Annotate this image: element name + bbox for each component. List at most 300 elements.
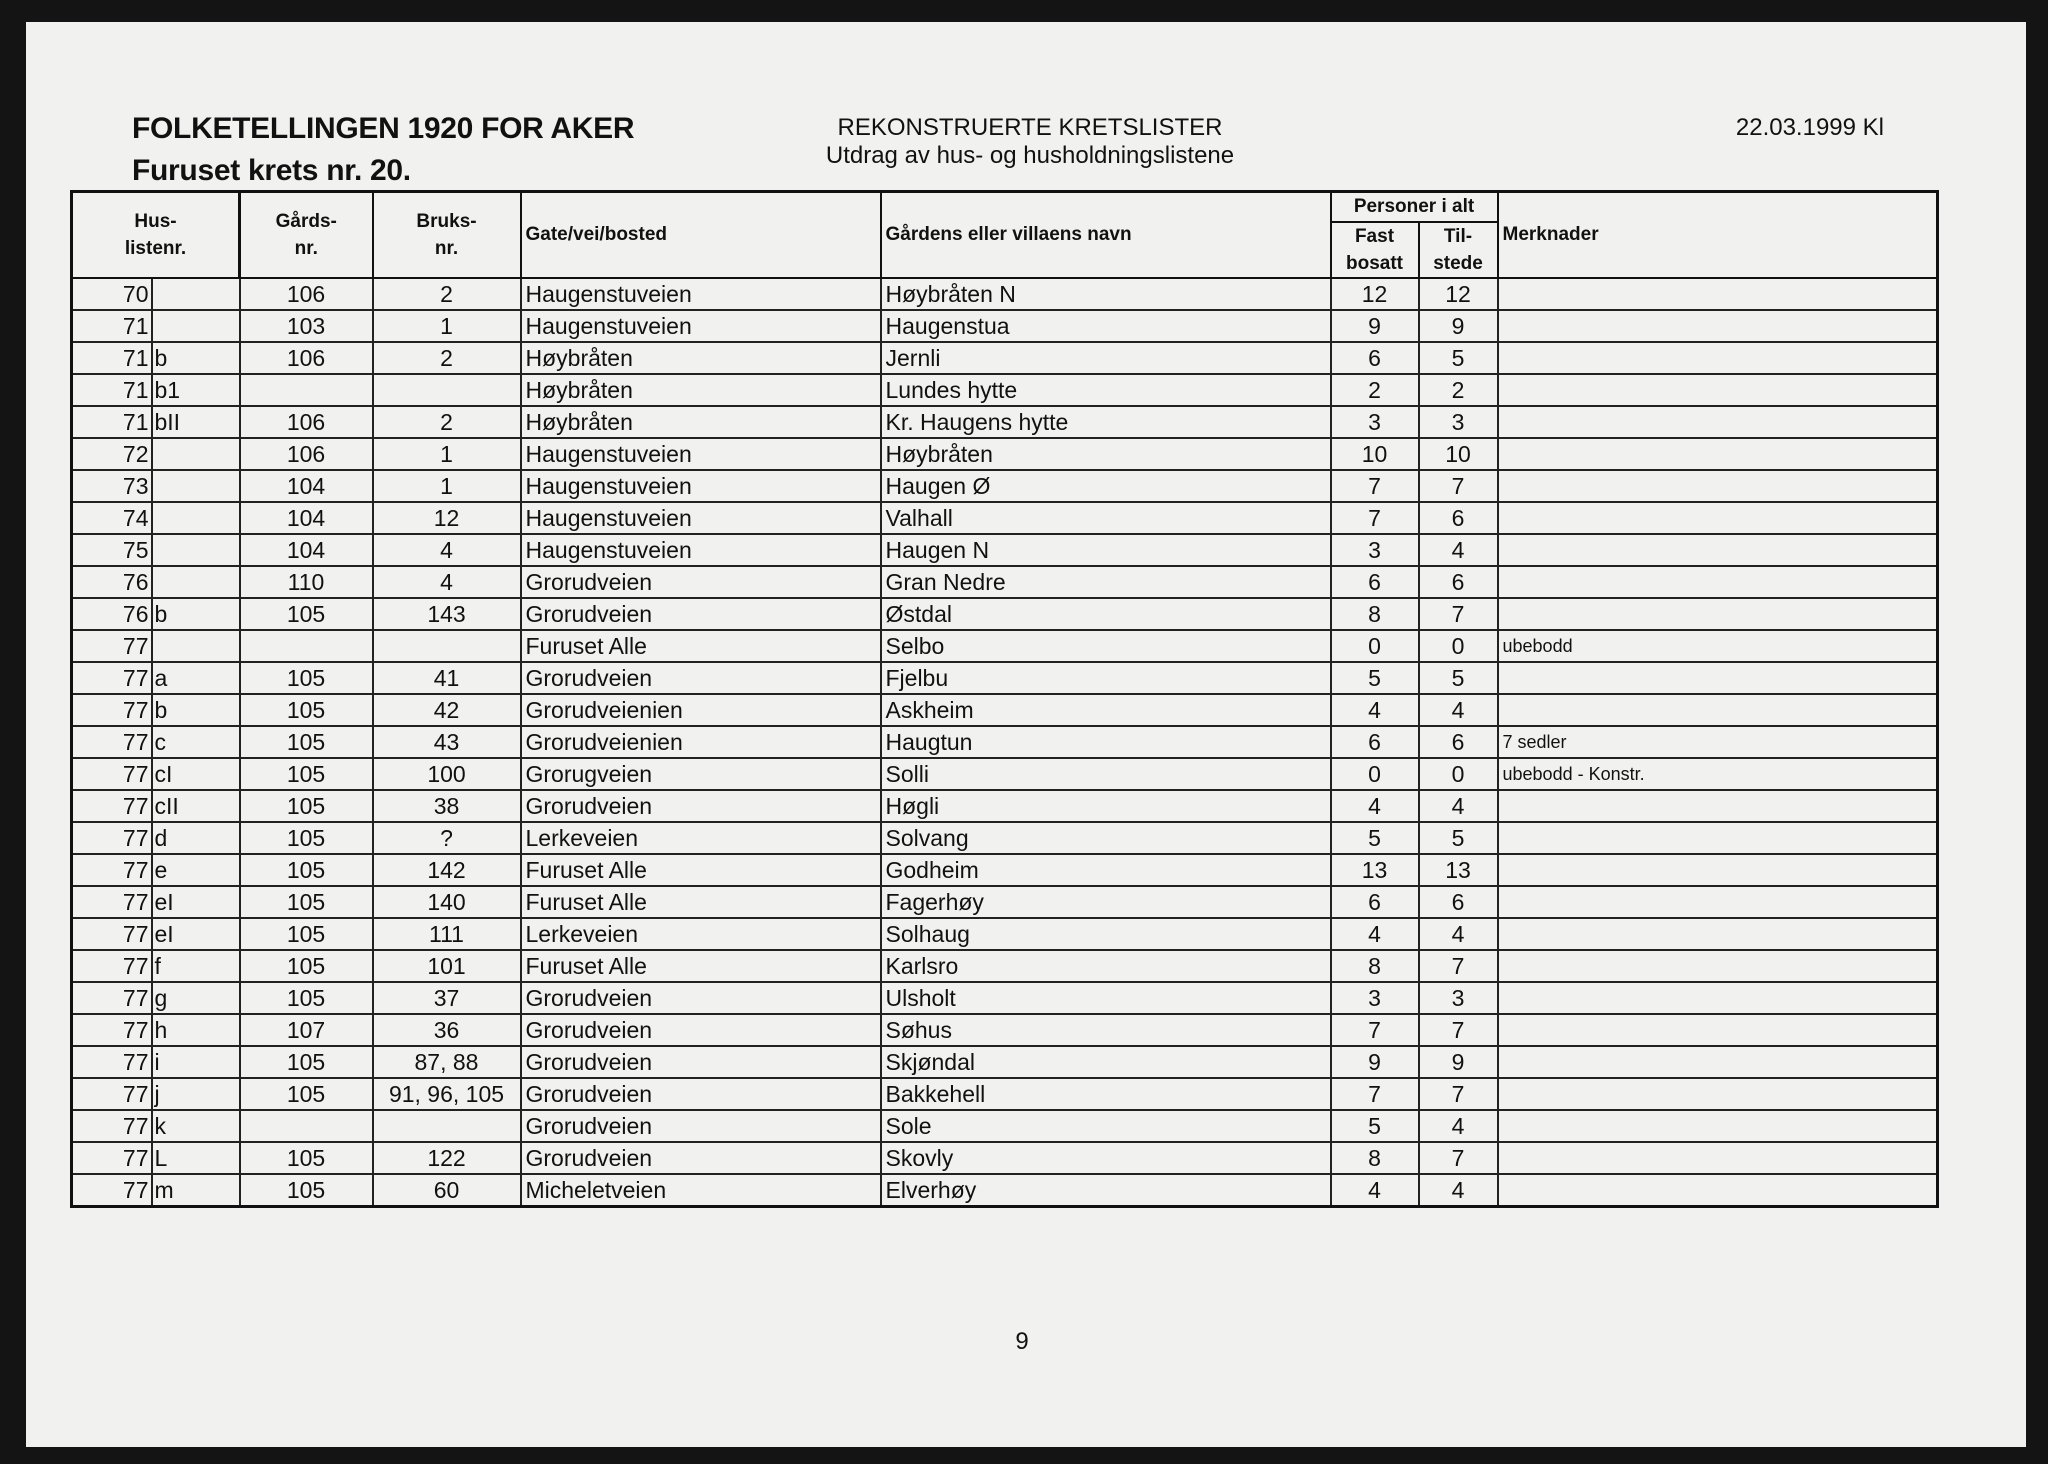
cell-fast-bosatt: 9 [1331,1046,1419,1078]
cell-gard-navn: Høgli [881,790,1331,822]
cell-gards-nr [240,1110,373,1142]
cell-tilstede: 3 [1419,982,1498,1014]
cell-merknad [1498,502,1938,534]
center-subheading [26,142,2026,170]
cell-gards-nr: 105 [240,598,373,630]
cell-bruks-nr: 100 [373,758,521,790]
cell-tilstede: 7 [1419,1142,1498,1174]
col-header-fast-line2: bosatt [1346,253,1403,274]
cell-gate: Haugenstuveien [521,438,881,470]
col-header-gards [240,192,373,279]
cell-gards-nr: 107 [240,1014,373,1046]
table-row [72,918,1938,950]
cell-hus-nr: 77 [72,1110,152,1142]
cell-fast-bosatt: 6 [1331,726,1419,758]
cell-merknad [1498,662,1938,694]
cell-bruks-nr: 1 [373,438,521,470]
col-header-gards-line1: Gårds- [275,211,337,232]
cell-fast-bosatt: 3 [1331,406,1419,438]
cell-hus-nr: 71 [72,374,152,406]
center-heading-text: REKONSTRUERTE KRETSLISTER [837,114,1223,141]
cell-merknad [1498,1014,1938,1046]
cell-tilstede: 3 [1419,406,1498,438]
center-heading [26,114,2026,142]
cell-bruks-nr: 101 [373,950,521,982]
col-header-hus-line1: Hus- [134,211,177,232]
cell-tilstede: 5 [1419,342,1498,374]
cell-bruks-nr [373,1110,521,1142]
cell-gate: Grorudveien [521,1014,881,1046]
col-header-bruks [373,192,521,279]
table-row [72,950,1938,982]
page-number-text: 9 [1015,1328,1029,1355]
col-header-hus [72,192,240,279]
cell-hus-suffix: L [152,1142,240,1174]
cell-bruks-nr: 43 [373,726,521,758]
cell-gard-navn: Sole [881,1110,1331,1142]
cell-fast-bosatt: 13 [1331,854,1419,886]
cell-gard-navn: Haugen Ø [881,470,1331,502]
cell-bruks-nr: ? [373,822,521,854]
cell-bruks-nr: 41 [373,662,521,694]
cell-bruks-nr: 42 [373,694,521,726]
cell-gard-navn: Karlsro [881,950,1331,982]
cell-hus-suffix [152,278,240,310]
cell-merknad [1498,406,1938,438]
cell-gards-nr: 105 [240,1078,373,1110]
cell-gard-navn: Fjelbu [881,662,1331,694]
table-row [72,598,1938,630]
cell-fast-bosatt: 12 [1331,278,1419,310]
table-row [72,726,1938,758]
cell-tilstede: 9 [1419,1046,1498,1078]
cell-bruks-nr: 140 [373,886,521,918]
cell-gard-navn: Høybråten N [881,278,1331,310]
cell-hus-suffix: h [152,1014,240,1046]
cell-gate: Micheletveien [521,1174,881,1207]
cell-fast-bosatt: 0 [1331,630,1419,662]
cell-bruks-nr: 122 [373,1142,521,1174]
cell-gard-navn: Skovly [881,1142,1331,1174]
cell-gard-navn: Valhall [881,502,1331,534]
table-row [72,1014,1938,1046]
cell-fast-bosatt: 4 [1331,790,1419,822]
cell-gard-navn: Solli [881,758,1331,790]
cell-hus-suffix [152,438,240,470]
cell-fast-bosatt: 6 [1331,566,1419,598]
cell-bruks-nr: 4 [373,534,521,566]
table-row [72,342,1938,374]
table-row [72,886,1938,918]
cell-hus-nr: 77 [72,1046,152,1078]
col-header-gards-line2: nr. [294,238,318,259]
cell-gards-nr: 105 [240,886,373,918]
cell-gards-nr: 105 [240,758,373,790]
page-number [26,1328,2026,1356]
cell-gard-navn: Godheim [881,854,1331,886]
cell-hus-suffix: g [152,982,240,1014]
cell-merknad [1498,854,1938,886]
cell-gards-nr: 110 [240,566,373,598]
cell-hus-suffix: cI [152,758,240,790]
cell-hus-nr: 77 [72,918,152,950]
cell-hus-suffix: c [152,726,240,758]
col-header-bruks-line1: Bruks- [416,211,477,232]
cell-gard-navn: Selbo [881,630,1331,662]
cell-merknad [1498,374,1938,406]
cell-gards-nr: 105 [240,1142,373,1174]
cell-tilstede: 4 [1419,790,1498,822]
cell-tilstede: 7 [1419,1014,1498,1046]
cell-tilstede: 6 [1419,886,1498,918]
cell-hus-nr: 77 [72,1174,152,1207]
document-page [26,22,2026,1447]
table-row [72,1078,1938,1110]
cell-hus-nr: 75 [72,534,152,566]
cell-bruks-nr: 111 [373,918,521,950]
cell-gate: Høybråten [521,374,881,406]
cell-gards-nr: 105 [240,982,373,1014]
cell-hus-suffix: b [152,342,240,374]
cell-tilstede: 6 [1419,566,1498,598]
document-title: FOLKETELLINGEN 1920 FOR AKER [132,112,635,145]
cell-merknad: ubebodd - Konstr. [1498,758,1938,790]
cell-hus-nr: 77 [72,662,152,694]
cell-gards-nr [240,374,373,406]
cell-gate: Grorudveien [521,1078,881,1110]
cell-bruks-nr: 38 [373,790,521,822]
table-row [72,1174,1938,1207]
cell-tilstede: 13 [1419,854,1498,886]
cell-hus-nr: 77 [72,822,152,854]
cell-gards-nr: 105 [240,950,373,982]
cell-hus-suffix [152,310,240,342]
cell-hus-nr: 77 [72,790,152,822]
col-header-hus-line2: listenr. [124,238,187,259]
table-row [72,694,1938,726]
cell-gard-navn: Elverhøy [881,1174,1331,1207]
cell-merknad [1498,1046,1938,1078]
cell-gate: Haugenstuveien [521,534,881,566]
cell-gate: Grorudveien [521,566,881,598]
table-row [72,822,1938,854]
cell-tilstede: 7 [1419,1078,1498,1110]
cell-gards-nr [240,630,373,662]
table-row [72,662,1938,694]
cell-hus-suffix: j [152,1078,240,1110]
cell-hus-suffix: eI [152,886,240,918]
cell-hus-suffix [152,566,240,598]
cell-bruks-nr: 1 [373,470,521,502]
cell-gards-nr: 106 [240,406,373,438]
cell-gards-nr: 105 [240,694,373,726]
cell-tilstede: 6 [1419,726,1498,758]
cell-gards-nr: 105 [240,1046,373,1078]
cell-gard-navn: Østdal [881,598,1331,630]
cell-bruks-nr: 91, 96, 105 [373,1078,521,1110]
cell-gards-nr: 106 [240,342,373,374]
cell-merknad [1498,470,1938,502]
cell-gard-navn: Ulsholt [881,982,1331,1014]
cell-fast-bosatt: 7 [1331,1014,1419,1046]
cell-merknad [1498,790,1938,822]
cell-tilstede: 9 [1419,310,1498,342]
cell-hus-nr: 77 [72,630,152,662]
cell-gard-navn: Gran Nedre [881,566,1331,598]
cell-hus-nr: 77 [72,758,152,790]
cell-gard-navn: Haugtun [881,726,1331,758]
table-row [72,502,1938,534]
table-row [72,854,1938,886]
cell-gards-nr: 103 [240,310,373,342]
table-row [72,566,1938,598]
cell-hus-nr: 71 [72,406,152,438]
cell-gard-navn: Søhus [881,1014,1331,1046]
cell-fast-bosatt: 7 [1331,502,1419,534]
cell-bruks-nr: 143 [373,598,521,630]
cell-merknad [1498,1142,1938,1174]
table-row [72,758,1938,790]
table-row [72,1142,1938,1174]
cell-gards-nr: 105 [240,790,373,822]
cell-gard-navn: Skjøndal [881,1046,1331,1078]
cell-hus-nr: 77 [72,1014,152,1046]
cell-gards-nr: 104 [240,470,373,502]
cell-hus-nr: 71 [72,342,152,374]
cell-tilstede: 4 [1419,918,1498,950]
cell-merknad [1498,950,1938,982]
cell-tilstede: 5 [1419,822,1498,854]
cell-hus-nr: 77 [72,1142,152,1174]
cell-fast-bosatt: 5 [1331,1110,1419,1142]
cell-hus-suffix: b [152,694,240,726]
cell-gard-navn: Lundes hytte [881,374,1331,406]
cell-merknad [1498,982,1938,1014]
table-row [72,438,1938,470]
cell-gards-nr: 105 [240,726,373,758]
cell-hus-nr: 77 [72,726,152,758]
cell-merknad [1498,1110,1938,1142]
document-subtitle: Furuset krets nr. 20. [132,154,411,187]
cell-gards-nr: 104 [240,534,373,566]
cell-hus-nr: 77 [72,694,152,726]
cell-hus-nr: 76 [72,566,152,598]
cell-hus-suffix: k [152,1110,240,1142]
table-row [72,470,1938,502]
cell-hus-suffix: f [152,950,240,982]
cell-tilstede: 5 [1419,662,1498,694]
cell-hus-nr: 77 [72,950,152,982]
cell-bruks-nr: 36 [373,1014,521,1046]
cell-gate: Grorudveien [521,1110,881,1142]
table-row [72,982,1938,1014]
col-header-personer: Personer i alt [1331,192,1498,223]
cell-merknad [1498,310,1938,342]
cell-bruks-nr: 60 [373,1174,521,1207]
table-row [72,278,1938,310]
cell-hus-suffix: cII [152,790,240,822]
cell-gards-nr: 105 [240,662,373,694]
cell-gate: Grorudveien [521,1046,881,1078]
cell-tilstede: 0 [1419,758,1498,790]
cell-gard-navn: Kr. Haugens hytte [881,406,1331,438]
cell-hus-suffix: m [152,1174,240,1207]
cell-merknad [1498,534,1938,566]
cell-gards-nr: 105 [240,1174,373,1207]
cell-hus-nr: 71 [72,310,152,342]
table-body [72,278,1938,1207]
cell-tilstede: 12 [1419,278,1498,310]
cell-gate: Grorudveien [521,982,881,1014]
col-header-fast [1331,222,1419,278]
cell-hus-nr: 77 [72,886,152,918]
cell-gard-navn: Bakkehell [881,1078,1331,1110]
cell-gate: Haugenstuveien [521,502,881,534]
cell-hus-suffix: eI [152,918,240,950]
cell-fast-bosatt: 7 [1331,1078,1419,1110]
cell-gate: Grorudveien [521,598,881,630]
cell-hus-suffix [152,630,240,662]
cell-gard-navn: Fagerhøy [881,886,1331,918]
cell-hus-nr: 77 [72,854,152,886]
cell-merknad [1498,278,1938,310]
cell-merknad [1498,566,1938,598]
cell-gate: Furuset Alle [521,854,881,886]
cell-bruks-nr [373,630,521,662]
cell-merknad [1498,1174,1938,1207]
col-header-bruks-line2: nr. [434,238,459,259]
cell-tilstede: 0 [1419,630,1498,662]
cell-hus-nr: 74 [72,502,152,534]
table-row [72,310,1938,342]
cell-hus-suffix: bII [152,406,240,438]
cell-gate: Grorudveien [521,790,881,822]
cell-tilstede: 7 [1419,470,1498,502]
cell-merknad [1498,342,1938,374]
cell-gards-nr: 104 [240,502,373,534]
cell-merknad: 7 sedler [1498,726,1938,758]
cell-hus-suffix: b [152,598,240,630]
cell-tilstede: 4 [1419,1110,1498,1142]
cell-tilstede: 7 [1419,950,1498,982]
cell-hus-nr: 72 [72,438,152,470]
table-row [72,1046,1938,1078]
cell-gate: Grorudveienien [521,694,881,726]
cell-gards-nr: 105 [240,854,373,886]
cell-merknad [1498,1078,1938,1110]
cell-fast-bosatt: 6 [1331,886,1419,918]
col-header-merknader: Merknader [1498,192,1938,279]
col-header-til-line2: stede [1433,253,1483,274]
cell-bruks-nr: 12 [373,502,521,534]
cell-bruks-nr: 4 [373,566,521,598]
table-row [72,630,1938,662]
cell-gate: Grorugveien [521,758,881,790]
cell-gate: Høybråten [521,342,881,374]
cell-gards-nr: 105 [240,822,373,854]
cell-gards-nr: 105 [240,918,373,950]
cell-hus-nr: 77 [72,982,152,1014]
cell-merknad [1498,438,1938,470]
cell-tilstede: 4 [1419,534,1498,566]
cell-merknad [1498,822,1938,854]
cell-tilstede: 4 [1419,694,1498,726]
cell-bruks-nr: 2 [373,278,521,310]
cell-hus-suffix: a [152,662,240,694]
cell-gate: Lerkeveien [521,822,881,854]
table-header [72,192,1938,279]
cell-merknad [1498,886,1938,918]
cell-gard-navn: Haugenstua [881,310,1331,342]
cell-bruks-nr: 2 [373,406,521,438]
cell-fast-bosatt: 3 [1331,982,1419,1014]
cell-tilstede: 6 [1419,502,1498,534]
cell-hus-suffix [152,470,240,502]
cell-gate: Haugenstuveien [521,278,881,310]
cell-gate: Furuset Alle [521,630,881,662]
col-header-navn: Gårdens eller villaens navn [881,192,1331,279]
cell-tilstede: 2 [1419,374,1498,406]
cell-fast-bosatt: 0 [1331,758,1419,790]
table-row [72,406,1938,438]
cell-fast-bosatt: 9 [1331,310,1419,342]
cell-gate: Grorudveienien [521,726,881,758]
cell-fast-bosatt: 7 [1331,470,1419,502]
cell-merknad [1498,598,1938,630]
cell-hus-nr: 77 [72,1078,152,1110]
cell-hus-suffix [152,502,240,534]
cell-fast-bosatt: 8 [1331,598,1419,630]
cell-fast-bosatt: 8 [1331,1142,1419,1174]
cell-fast-bosatt: 4 [1331,918,1419,950]
cell-gate: Lerkeveien [521,918,881,950]
cell-hus-nr: 70 [72,278,152,310]
cell-tilstede: 4 [1419,1174,1498,1207]
cell-hus-suffix: i [152,1046,240,1078]
cell-gard-navn: Solhaug [881,918,1331,950]
table-row [72,1110,1938,1142]
table-row [72,534,1938,566]
cell-gards-nr: 106 [240,278,373,310]
cell-hus-suffix: d [152,822,240,854]
cell-gate: Grorudveien [521,662,881,694]
cell-gard-navn: Jernli [881,342,1331,374]
cell-fast-bosatt: 10 [1331,438,1419,470]
cell-bruks-nr: 87, 88 [373,1046,521,1078]
cell-hus-nr: 76 [72,598,152,630]
cell-merknad [1498,918,1938,950]
cell-gard-navn: Solvang [881,822,1331,854]
col-header-til-line1: Til- [1443,226,1473,247]
cell-fast-bosatt: 4 [1331,694,1419,726]
cell-gard-navn: Høybråten [881,438,1331,470]
col-header-fast-line1: Fast [1354,226,1395,247]
cell-fast-bosatt: 5 [1331,662,1419,694]
cell-fast-bosatt: 2 [1331,374,1419,406]
center-subheading-text: Utdrag av hus- og husholdningslistene [825,142,1235,169]
cell-bruks-nr: 142 [373,854,521,886]
document-date: 22.03.1999 Kl [1735,114,1884,141]
cell-fast-bosatt: 3 [1331,534,1419,566]
cell-fast-bosatt: 6 [1331,342,1419,374]
cell-gards-nr: 106 [240,438,373,470]
cell-hus-suffix [152,534,240,566]
table-row [72,790,1938,822]
cell-fast-bosatt: 4 [1331,1174,1419,1207]
cell-gard-navn: Haugen N [881,534,1331,566]
cell-hus-nr: 73 [72,470,152,502]
col-header-gate: Gate/vei/bosted [521,192,881,279]
